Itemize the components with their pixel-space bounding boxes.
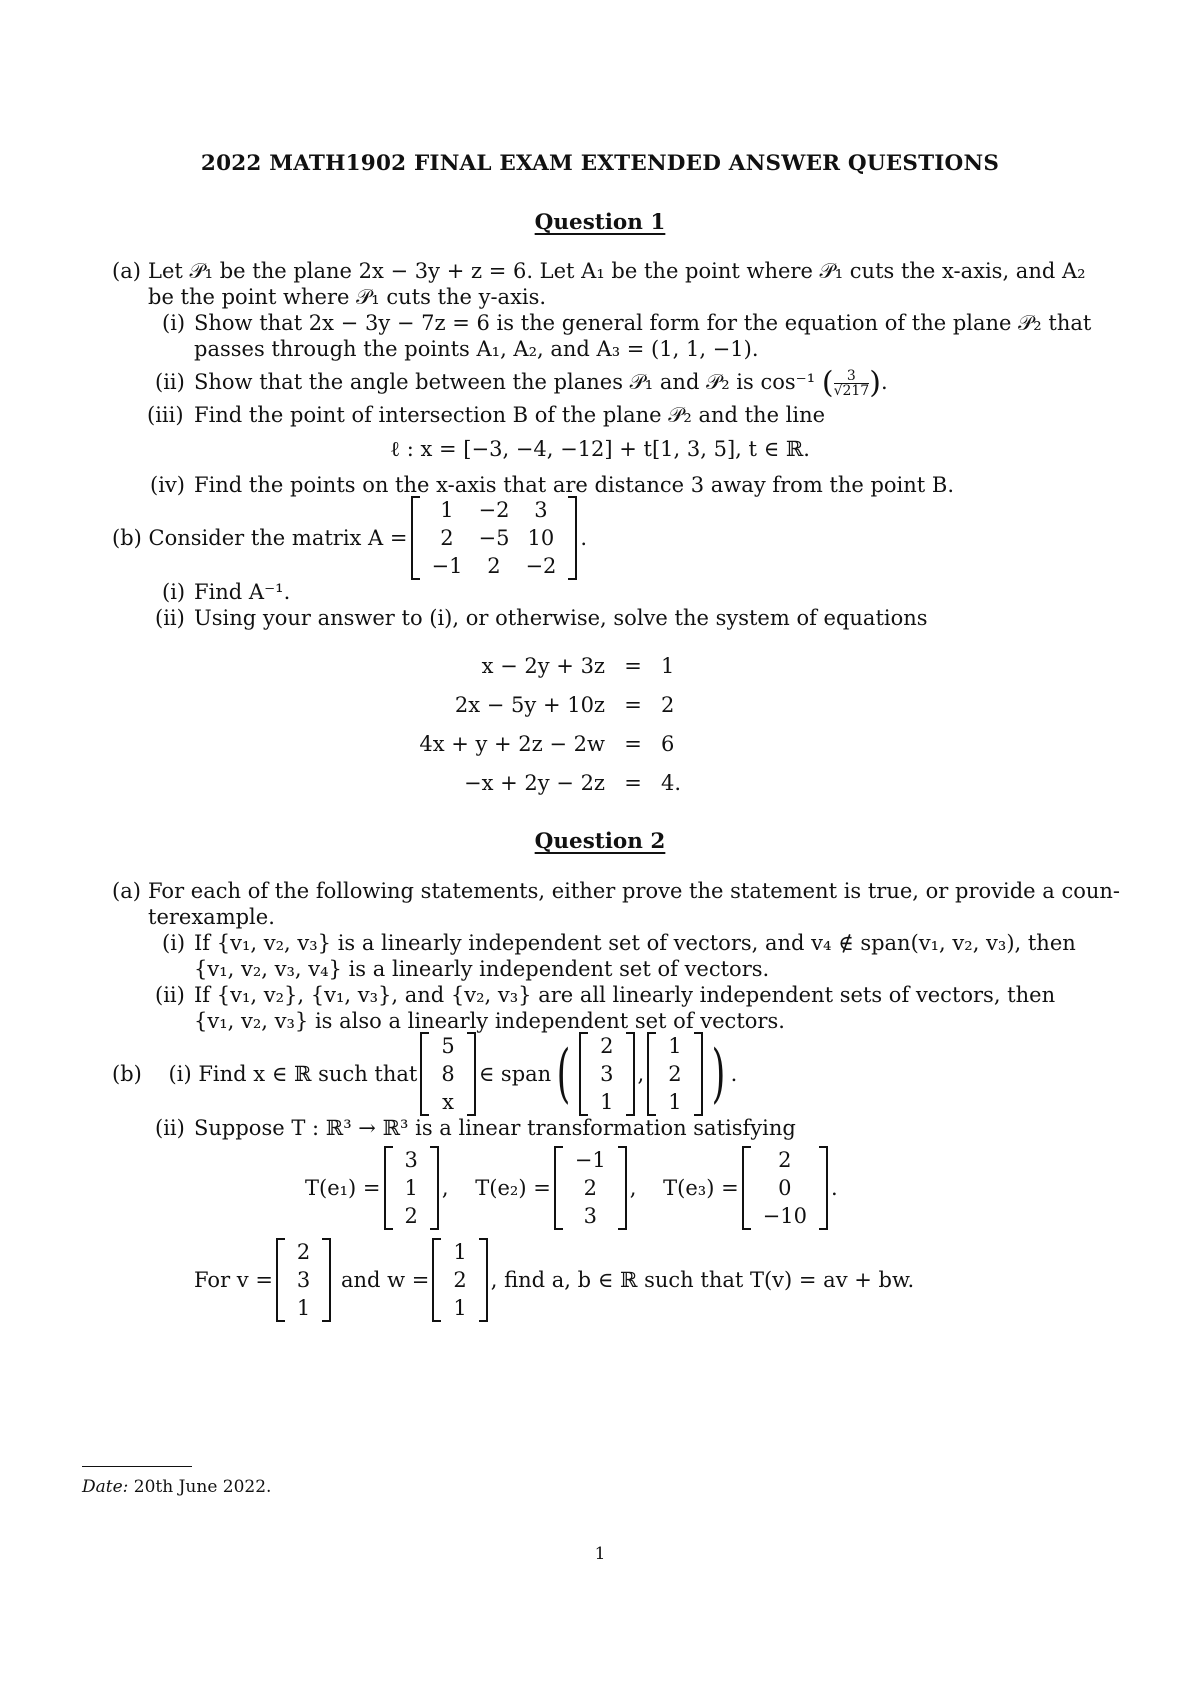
- open-paren: (: [821, 365, 834, 401]
- q1b-intro: Consider the matrix A =: [148, 526, 408, 550]
- footnote: [82, 1473, 271, 1501]
- equation-rel: =: [624, 770, 642, 795]
- footnote-rule: [82, 1466, 192, 1467]
- equation-rhs: 4.: [661, 770, 682, 795]
- q1a-intro-line1: Let 𝒫₁ be the plane 2x − 3y + z = 6. Let A₁ be the point where 𝒫₁ cuts the x-axis, and A₂: [148, 259, 1086, 283]
- q1b-ii-text: Using your answer to (i), or otherwise, solve the system of equations: [194, 606, 928, 630]
- final-text: , find a, b ∈ ℝ such that T(v) = av + bw.: [490, 1268, 915, 1292]
- equation-system: [400, 646, 681, 802]
- te2-label: T(e₂) =: [475, 1176, 551, 1200]
- angle-fraction: [834, 369, 870, 398]
- vector-entry: 2: [583, 1176, 597, 1200]
- question-1-heading-text: Question 1: [534, 210, 666, 235]
- left-bracket: [420, 1032, 429, 1116]
- fraction-numerator: 3: [834, 369, 870, 384]
- vector-entry: 2: [668, 1062, 682, 1086]
- vector-entry: 1: [296, 1296, 311, 1320]
- left-bracket: [384, 1146, 393, 1230]
- q1b-row: (b) Consider the matrix A = 1 −2 3 2 −5 10 −1 2 −2 .: [112, 498, 588, 578]
- q2a-label: (a): [112, 879, 141, 903]
- te3-vector: [742, 1146, 828, 1230]
- fraction-denominator: √217: [833, 383, 870, 399]
- equation-row: [400, 685, 681, 724]
- left-bracket: [579, 1032, 588, 1116]
- vector-entry: −10: [762, 1204, 807, 1228]
- equation-rhs: 6: [661, 731, 675, 756]
- q1a-iv-label: (iv): [150, 473, 185, 497]
- equation-lhs: −x + 2y − 2z: [464, 770, 605, 795]
- vector-entry: −1: [574, 1148, 606, 1172]
- equation-rhs: 1: [661, 653, 675, 678]
- equation-rhs: 2: [661, 692, 675, 717]
- vector-entry: 3: [404, 1148, 418, 1172]
- q2b-ii-text: Suppose T : ℝ³ → ℝ³ is a linear transformation satisfying: [194, 1116, 796, 1140]
- vector-entry: 2: [600, 1034, 614, 1058]
- vector-entry: 3: [296, 1268, 311, 1292]
- equation-row: [400, 763, 681, 802]
- matrix-a: [411, 496, 578, 580]
- vector-entry: 1: [668, 1090, 682, 1114]
- footnote-label: Date:: [82, 1477, 129, 1497]
- right-bracket: [322, 1238, 331, 1322]
- vector-entry: 2: [453, 1268, 467, 1292]
- document-title: 2022 MATH1902 FINAL EXAM EXTENDED ANSWER QUESTIONS: [200, 151, 1000, 176]
- q1b-i-label: (i): [162, 580, 186, 604]
- te1-vector: [384, 1146, 439, 1230]
- vector-entry: 8: [441, 1062, 455, 1086]
- right-bracket: [819, 1146, 828, 1230]
- right-bracket: [618, 1146, 627, 1230]
- matrix-cell: 10: [527, 526, 555, 550]
- equation-row: [400, 724, 681, 763]
- q1a-iv-text: Find the points on the x-axis that are distance 3 away from the point B.: [194, 473, 955, 497]
- q1a-label: (a): [112, 259, 141, 283]
- vector-entry: 1: [404, 1176, 418, 1200]
- vector-entry: 0: [778, 1176, 792, 1200]
- left-bracket: [276, 1238, 285, 1322]
- q1a-ii-item: Show that the angle between the planes 𝒫₁ and 𝒫₂ is cos⁻¹ ( $\frac{3}{√217}$ ).: [194, 365, 888, 401]
- q2b-i-row: (b) (i) Find x ∈ ℝ such that 5 8 x ∈ span ( 2 3 1 , 1 2 1 ) .: [112, 1034, 738, 1114]
- q2b-ii-label: (ii): [155, 1116, 185, 1140]
- matrix-cell: −5: [478, 526, 510, 550]
- q2b-i-text: Find x ∈ ℝ such that: [198, 1062, 418, 1086]
- q2a-ii-label: (ii): [155, 983, 185, 1007]
- right-bracket: [568, 496, 577, 580]
- matrix-cell: 2: [440, 526, 454, 550]
- close-paren: ): [869, 365, 881, 401]
- equation-rel: =: [624, 692, 642, 717]
- footnote-text: 20th June 2022.: [133, 1477, 272, 1497]
- vector-entry: x: [442, 1090, 454, 1114]
- te1-label: T(e₁) =: [305, 1176, 381, 1200]
- right-bracket: [626, 1032, 635, 1116]
- v-w-row: [194, 1238, 914, 1322]
- q1a-ii-text: Show that the angle between the planes 𝒫₁ and 𝒫₂ is cos⁻¹: [194, 370, 816, 394]
- vector-entry: 1: [453, 1240, 467, 1264]
- q1a-iii-label: (iii): [147, 403, 184, 427]
- vector-entry: 1: [453, 1296, 467, 1320]
- question-1-heading: [0, 209, 1200, 237]
- matrix-cell: −2: [478, 498, 510, 522]
- vector-entry: 1: [668, 1034, 682, 1058]
- right-bracket: [694, 1032, 703, 1116]
- span-vector-2: [647, 1032, 702, 1116]
- question-2-heading: [0, 828, 1200, 856]
- left-bracket: [742, 1146, 751, 1230]
- q1b-ii-label: (ii): [155, 606, 185, 630]
- q1a-i-label: (i): [162, 311, 186, 335]
- equation-rel: =: [624, 731, 642, 756]
- matrix-a-entries: [424, 496, 565, 580]
- q2b-i-label: (i): [168, 1062, 192, 1086]
- right-bracket: [430, 1146, 439, 1230]
- and-w-label: and w =: [340, 1268, 430, 1292]
- left-bracket: [432, 1238, 441, 1322]
- vector-entry: 2: [404, 1204, 418, 1228]
- q2a-ii-line2: {v₁, v₂, v₃} is also a linearly independent set of vectors.: [194, 1009, 785, 1033]
- question-2-heading-text: Question 2: [534, 829, 666, 854]
- q1b-i-text: Find A⁻¹.: [194, 580, 291, 604]
- equation-row: [400, 646, 681, 685]
- line-equation: ℓ : x = [−3, −4, −12] + t[1, 3, 5], t ∈ ℝ.: [390, 437, 810, 461]
- q1a-i-line2: passes through the points A₁, A₂, and A₃ = (1, 1, −1).: [194, 337, 759, 361]
- q1a-i-line1: Show that 2x − 3y − 7z = 6 is the general form for the equation of the plane 𝒫₂ that: [194, 311, 1092, 335]
- q1a-intro-line2: be the point where 𝒫₁ cuts the y-axis.: [148, 285, 547, 309]
- vector-entry: 2: [296, 1240, 311, 1264]
- equation-lhs: 4x + y + 2z − 2w: [419, 731, 605, 756]
- left-bracket: [647, 1032, 656, 1116]
- w-vector: [432, 1238, 487, 1322]
- span-text: ∈ span: [478, 1062, 552, 1086]
- te3-label: T(e₃) =: [663, 1176, 739, 1200]
- for-v-label: For v =: [194, 1268, 273, 1292]
- page-number: 1: [594, 1544, 606, 1564]
- matrix-cell: 1: [440, 498, 454, 522]
- right-bracket: [479, 1238, 488, 1322]
- equation-rel: =: [624, 653, 642, 678]
- q2a-i-line2: {v₁, v₂, v₃, v₄} is a linearly independent set of vectors.: [194, 957, 770, 981]
- q2b-label: (b): [112, 1062, 142, 1086]
- q1a-ii-label: (ii): [155, 370, 185, 394]
- vector-5-8-x: [420, 1032, 475, 1116]
- te2-vector: [554, 1146, 627, 1230]
- q1a-iii-text: Find the point of intersection B of the plane 𝒫₂ and the line: [194, 403, 826, 427]
- vector-entry: 1: [600, 1090, 614, 1114]
- matrix-cell: −2: [525, 554, 557, 578]
- vector-entry: 3: [600, 1062, 614, 1086]
- matrix-cell: −1: [431, 554, 463, 578]
- q2a-ii-line1: If {v₁, v₂}, {v₁, v₃}, and {v₂, v₃} are all linearly independent sets of vectors, then: [194, 983, 1056, 1007]
- vector-entry: 5: [441, 1034, 455, 1058]
- q2a-intro-line1: For each of the following statements, either prove the statement is true, or provide a coun-: [148, 879, 1120, 903]
- left-bracket: [554, 1146, 563, 1230]
- v-vector: [276, 1238, 331, 1322]
- vector-entry: 2: [778, 1148, 792, 1172]
- matrix-cell: 3: [534, 498, 548, 522]
- transformation-images: T(e₁) = 3 1 2 , T(e₂) = −1 2 3 , T(e₃) = 2 0 −10 .: [305, 1148, 838, 1228]
- vector-entry: 3: [583, 1204, 597, 1228]
- q2a-i-line1: If {v₁, v₂, v₃} is a linearly independent set of vectors, and v₄ ∉ span(v₁, v₂, v₃), then: [194, 931, 1076, 955]
- big-close-paren: ): [711, 1037, 725, 1111]
- right-bracket: [467, 1032, 476, 1116]
- q2a-intro-line2: terexample.: [148, 905, 275, 929]
- left-bracket: [411, 496, 420, 580]
- q1b-label: (b): [112, 526, 142, 550]
- equation-lhs: x − 2y + 3z: [481, 653, 605, 678]
- span-vector-1: [579, 1032, 634, 1116]
- matrix-cell: 2: [487, 554, 501, 578]
- q2a-i-label: (i): [162, 931, 186, 955]
- big-open-paren: (: [556, 1037, 571, 1111]
- equation-lhs: 2x − 5y + 10z: [454, 692, 605, 717]
